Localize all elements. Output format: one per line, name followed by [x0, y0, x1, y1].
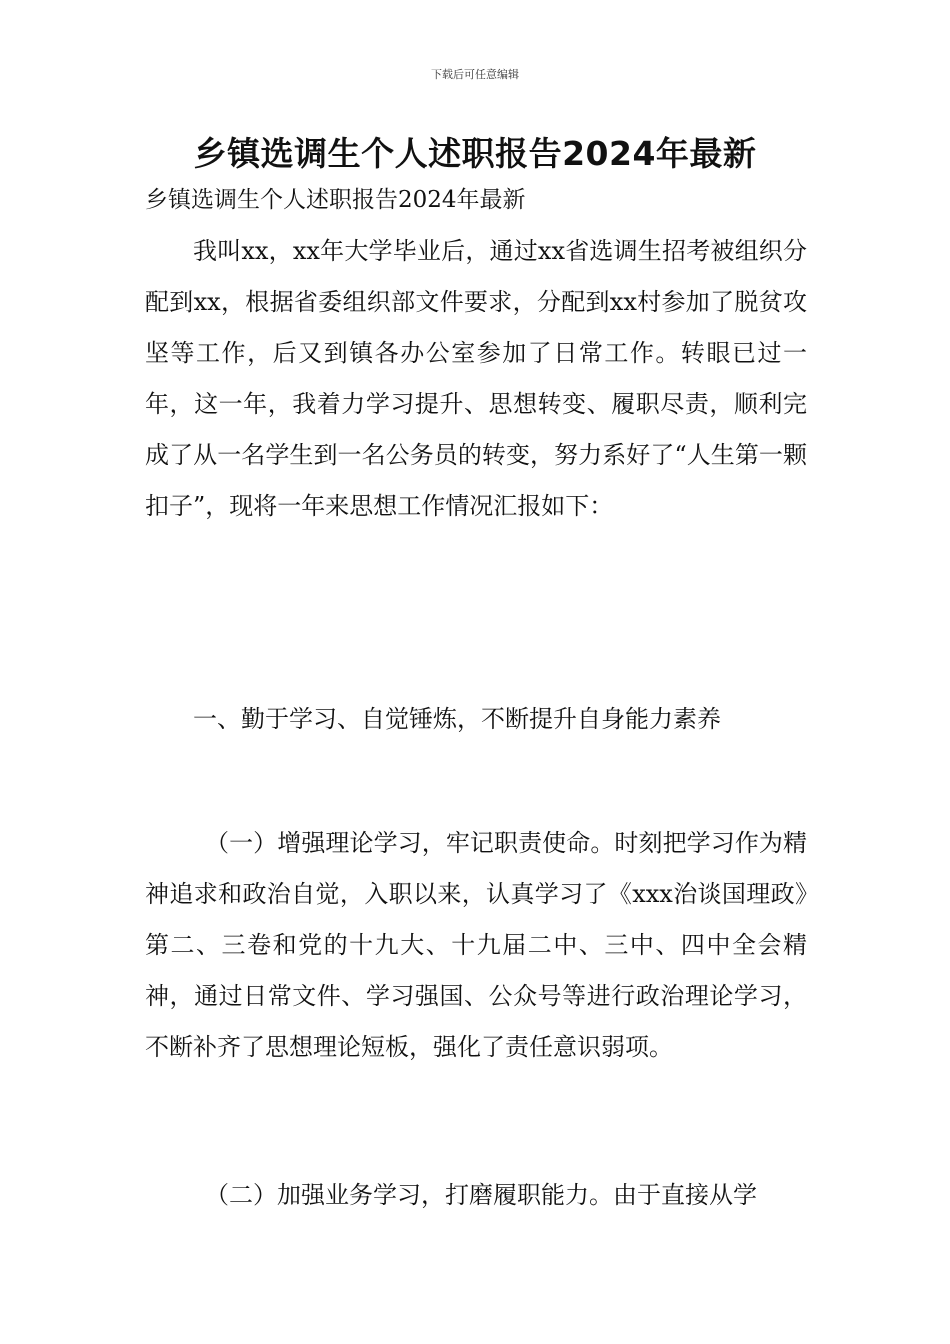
document-title: 乡镇选调生个人述职报告2024年最新	[193, 134, 757, 173]
subsection-paragraph-1: （一）增强理论学习，牢记职责使命。时刻把学习作为精神追求和政治自觉，入职以来，认真学习了《xxx治谈国理政》第二、三卷和党的十九大、十九届二中、三中、四中全会精神，通过日常文件、学习强国、公众号等进行政治理论学习，不断补齐了思想理论短板，强化了责任意识弱项。	[145, 829, 807, 1061]
header-note: 下载后可任意编辑	[431, 68, 519, 81]
intro-paragraph: 我叫xx，xx年大学毕业后，通过xx省选调生招考被组织分配到xx，根据省委组织部文件要求，分配到xx村参加了脱贫攻坚等工作，后又到镇各办公室参加了日常工作。转眼已过一年，这一年，我着力学习提升、思想转变、履职尽责，顺利完成了从一名学生到一名公务员的转变，努力系好了“人生第一颗扣子”，现将一年来思想工作情况汇报如下：	[145, 237, 807, 520]
section-heading-1: 一、勤于学习、自觉锤炼，不断提升自身能力素养	[193, 705, 721, 733]
document-subtitle: 乡镇选调生个人述职报告2024年最新	[145, 187, 526, 213]
subsection-paragraph-2: （二）加强业务学习，打磨履职能力。由于直接从学	[205, 1181, 757, 1209]
